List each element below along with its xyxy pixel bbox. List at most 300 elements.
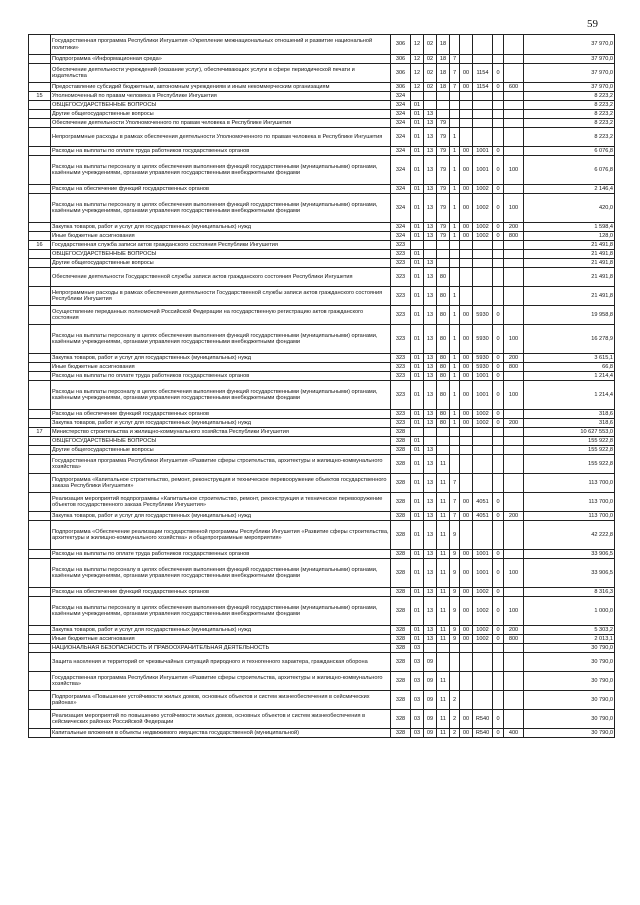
expense-name-cell: Защита населения и территорий от чрезвычайных ситуаций природного и техногенного характера, гражданская оборона (51, 653, 391, 672)
code-cell: 12 (411, 35, 424, 55)
code-cell (504, 521, 524, 550)
table-row (29, 119, 615, 128)
code-cell: 0 (493, 729, 504, 738)
code-cell: 13 (424, 550, 437, 559)
code-cell: 1002 (473, 635, 493, 644)
code-cell: 0 (493, 626, 504, 635)
code-cell: 9 (450, 588, 460, 597)
code-cell (450, 455, 460, 474)
code-cell: 13 (424, 259, 437, 268)
row-number-cell (29, 381, 51, 410)
code-cell: 13 (424, 474, 437, 493)
expense-name-cell: Иные бюджетные ассигнования (51, 363, 391, 372)
code-cell: 0 (493, 147, 504, 156)
code-cell: 01 (411, 521, 424, 550)
code-cell: 0 (493, 156, 504, 185)
code-cell: 11 (437, 512, 450, 521)
code-cell: 7 (450, 512, 460, 521)
code-cell: 13 (424, 419, 437, 428)
code-cell: 00 (460, 232, 473, 241)
amount-cell: 113 700,0 (524, 474, 615, 493)
code-cell: 79 (437, 147, 450, 156)
code-cell: 11 (437, 474, 450, 493)
row-number-cell (29, 268, 51, 287)
amount-cell: 33 906,5 (524, 559, 615, 588)
expense-name-cell: Расходы на обеспечение функций государственных органов (51, 410, 391, 419)
expense-name-cell: Государственная программа Республики Ингушетия «Развитие сферы строительства, архитектуры и жилищно-коммунального хозяйства» (51, 672, 391, 691)
amount-cell: 37 970,0 (524, 83, 615, 92)
table-row (29, 419, 615, 428)
code-cell (473, 110, 493, 119)
code-cell: 323 (391, 287, 411, 306)
table-row (29, 83, 615, 92)
code-cell: 11 (437, 729, 450, 738)
code-cell: 0 (493, 710, 504, 729)
code-cell: 800 (504, 363, 524, 372)
code-cell: 1001 (473, 550, 493, 559)
code-cell (504, 92, 524, 101)
row-number-cell (29, 419, 51, 428)
row-number-cell (29, 325, 51, 354)
code-cell: 1 (450, 381, 460, 410)
code-cell: 306 (391, 55, 411, 64)
code-cell (460, 241, 473, 250)
code-cell: 323 (391, 268, 411, 287)
row-number-cell (29, 474, 51, 493)
code-cell: 01 (411, 354, 424, 363)
row-number-cell (29, 512, 51, 521)
code-cell (460, 428, 473, 437)
expense-name-cell: Расходы на выплаты персоналу в целях обеспечения выполнения функций государственными (муниципальными) органами, казёнными учреждениями, органами управления государственными внебюджетными фондами (51, 559, 391, 588)
amount-cell: 1 214,4 (524, 381, 615, 410)
amount-cell: 8 223,2 (524, 92, 615, 101)
code-cell: 1 (450, 372, 460, 381)
code-cell: 80 (437, 268, 450, 287)
code-cell: 00 (460, 410, 473, 419)
code-cell (473, 521, 493, 550)
code-cell (493, 259, 504, 268)
code-cell (473, 691, 493, 710)
code-cell: 1 (450, 363, 460, 372)
code-cell: 2 (450, 710, 460, 729)
code-cell: 13 (424, 597, 437, 626)
code-cell: 13 (424, 232, 437, 241)
table-row (29, 363, 615, 372)
code-cell: 01 (411, 550, 424, 559)
code-cell: 00 (460, 588, 473, 597)
table-row (29, 325, 615, 354)
code-cell: 1001 (473, 156, 493, 185)
code-cell: 00 (460, 83, 473, 92)
code-cell: 13 (424, 128, 437, 147)
amount-cell: 1 598,4 (524, 223, 615, 232)
code-cell: 01 (411, 259, 424, 268)
code-cell: 328 (391, 644, 411, 653)
code-cell: 328 (391, 493, 411, 512)
code-cell: 100 (504, 559, 524, 588)
amount-cell: 30 790,0 (524, 729, 615, 738)
code-cell (473, 101, 493, 110)
code-cell (493, 128, 504, 147)
code-cell: 0 (493, 306, 504, 325)
expense-name-cell: Подпрограмма «Обеспечение реализации государственной программы Республики Ингушетия «Развитие сферы строительства, архитектуры и жилищно-коммунального хозяйства» и общепрограммные мероприятия» (51, 521, 391, 550)
code-cell: 13 (424, 147, 437, 156)
code-cell: 1154 (473, 64, 493, 83)
row-number-cell (29, 147, 51, 156)
code-cell: 323 (391, 381, 411, 410)
amount-cell: 1 214,4 (524, 372, 615, 381)
row-number-cell (29, 559, 51, 588)
code-cell: 01 (411, 446, 424, 455)
code-cell: 11 (437, 550, 450, 559)
code-cell (493, 691, 504, 710)
code-cell: 1002 (473, 232, 493, 241)
code-cell: 100 (504, 597, 524, 626)
code-cell: 13 (424, 306, 437, 325)
code-cell: 03 (411, 729, 424, 738)
code-cell (493, 119, 504, 128)
amount-cell: 113 700,0 (524, 512, 615, 521)
code-cell: 800 (504, 635, 524, 644)
budget-table (28, 34, 615, 738)
expense-name-cell: Подпрограмма «Капитальное строительство, ремонт, реконструкция и техническое перевооружение объектов государственного заказа Республики Ингушетия» (51, 474, 391, 493)
code-cell: 4051 (473, 493, 493, 512)
row-number-cell (29, 635, 51, 644)
code-cell: 324 (391, 232, 411, 241)
code-cell (504, 644, 524, 653)
code-cell (504, 147, 524, 156)
code-cell (460, 644, 473, 653)
expense-name-cell: Расходы на выплаты персоналу в целях обеспечения выполнения функций государственными (муниципальными) органами, казёнными учреждениями, органами управления государственными внебюджетными фондами (51, 597, 391, 626)
code-cell: 600 (504, 83, 524, 92)
row-number-cell (29, 644, 51, 653)
code-cell: 1001 (473, 372, 493, 381)
code-cell: 0 (493, 363, 504, 372)
row-number-cell (29, 691, 51, 710)
expense-name-cell: Обеспечение деятельности Уполномоченного по правам человека в Республике Ингушетия (51, 119, 391, 128)
amount-cell: 2 146,4 (524, 185, 615, 194)
code-cell: 324 (391, 92, 411, 101)
table-row (29, 672, 615, 691)
code-cell: 13 (424, 635, 437, 644)
expense-name-cell: Государственная программа Республики Ингушетия «Укрепление межнациональных отношений и развитие национальной политики» (51, 35, 391, 55)
table-row (29, 381, 615, 410)
row-number-cell (29, 35, 51, 55)
table-row (29, 35, 615, 55)
code-cell (450, 653, 460, 672)
row-number-cell (29, 232, 51, 241)
code-cell: 00 (460, 626, 473, 635)
expense-name-cell: Расходы на выплаты по оплате труда работников государственных органов (51, 372, 391, 381)
code-cell: 13 (424, 223, 437, 232)
code-cell: 00 (460, 194, 473, 223)
expense-name-cell: Иные бюджетные ассигнования (51, 635, 391, 644)
table-row (29, 512, 615, 521)
expense-name-cell: Уполномоченный по правам человека в Республике Ингушетия (51, 92, 391, 101)
code-cell: R540 (473, 729, 493, 738)
code-cell (460, 691, 473, 710)
budget-table-body (29, 35, 615, 738)
table-row (29, 691, 615, 710)
code-cell: 13 (424, 521, 437, 550)
code-cell: 11 (437, 588, 450, 597)
code-cell: 0 (493, 223, 504, 232)
code-cell: 01 (411, 455, 424, 474)
code-cell: 328 (391, 446, 411, 455)
code-cell (450, 428, 460, 437)
amount-cell: 16 278,9 (524, 325, 615, 354)
code-cell: 11 (437, 521, 450, 550)
page-number: 59 (587, 18, 598, 30)
amount-cell: 21 491,8 (524, 250, 615, 259)
code-cell (473, 672, 493, 691)
table-row (29, 185, 615, 194)
code-cell: 00 (460, 306, 473, 325)
code-cell: 5930 (473, 354, 493, 363)
code-cell: 323 (391, 250, 411, 259)
code-cell: 0 (493, 588, 504, 597)
code-cell: 01 (411, 287, 424, 306)
code-cell: 13 (424, 354, 437, 363)
code-cell (473, 653, 493, 672)
expense-name-cell: Министерство строительства и жилищно-коммунального хозяйства Республики Ингушетия (51, 428, 391, 437)
code-cell: 13 (424, 410, 437, 419)
code-cell: 4051 (473, 512, 493, 521)
amount-cell: 10 627 553,0 (524, 428, 615, 437)
code-cell: 1001 (473, 381, 493, 410)
code-cell: 02 (424, 64, 437, 83)
code-cell: 01 (411, 250, 424, 259)
row-number-cell (29, 354, 51, 363)
code-cell: 328 (391, 428, 411, 437)
amount-cell: 30 790,0 (524, 644, 615, 653)
expense-name-cell: Предоставление субсидий бюджетным, автономным учреждениям и иным некоммерческим организациям (51, 83, 391, 92)
row-number-cell (29, 363, 51, 372)
table-row (29, 597, 615, 626)
code-cell (473, 55, 493, 64)
code-cell: 03 (411, 710, 424, 729)
expense-name-cell: Непрограммные расходы в рамках обеспечения деятельности Уполномоченного по правам человека в Республике Ингушетия (51, 128, 391, 147)
amount-cell: 8 223,2 (524, 119, 615, 128)
code-cell: 200 (504, 512, 524, 521)
code-cell: 01 (411, 493, 424, 512)
code-cell (504, 64, 524, 83)
amount-cell: 21 491,8 (524, 268, 615, 287)
code-cell: 1 (450, 185, 460, 194)
code-cell: 01 (411, 101, 424, 110)
amount-cell: 37 970,0 (524, 55, 615, 64)
code-cell (473, 644, 493, 653)
code-cell (460, 101, 473, 110)
row-number-cell (29, 446, 51, 455)
row-number-cell (29, 710, 51, 729)
code-cell: 1 (450, 194, 460, 223)
code-cell: 1002 (473, 626, 493, 635)
code-cell: 00 (460, 597, 473, 626)
expense-name-cell: Другие общегосударственные вопросы (51, 446, 391, 455)
code-cell (460, 35, 473, 55)
code-cell: 18 (437, 35, 450, 55)
code-cell: 01 (411, 474, 424, 493)
code-cell: 7 (450, 493, 460, 512)
code-cell: 00 (460, 156, 473, 185)
code-cell: 13 (424, 372, 437, 381)
row-number-cell (29, 119, 51, 128)
code-cell (473, 268, 493, 287)
row-number-cell (29, 55, 51, 64)
code-cell: 0 (493, 325, 504, 354)
amount-cell: 128,0 (524, 232, 615, 241)
code-cell: 13 (424, 512, 437, 521)
code-cell (460, 259, 473, 268)
code-cell: 01 (411, 232, 424, 241)
code-cell: 1 (450, 287, 460, 306)
code-cell: 13 (424, 156, 437, 185)
code-cell (493, 92, 504, 101)
code-cell (504, 437, 524, 446)
table-row (29, 626, 615, 635)
amount-cell: 37 970,0 (524, 35, 615, 55)
code-cell (504, 410, 524, 419)
code-cell: 306 (391, 35, 411, 55)
code-cell: 01 (411, 194, 424, 223)
code-cell: 0 (493, 493, 504, 512)
code-cell (437, 241, 450, 250)
code-cell (460, 55, 473, 64)
code-cell: 306 (391, 83, 411, 92)
code-cell (460, 119, 473, 128)
code-cell (504, 474, 524, 493)
row-number-cell (29, 306, 51, 325)
code-cell (504, 428, 524, 437)
code-cell (504, 446, 524, 455)
amount-cell: 37 970,0 (524, 64, 615, 83)
code-cell: 328 (391, 455, 411, 474)
expense-name-cell: Обеспечение деятельности учреждений (оказание услуг), обеспечивающих услуги в сфере периодической печати и издательства (51, 64, 391, 83)
code-cell (473, 119, 493, 128)
row-number-cell (29, 653, 51, 672)
table-row (29, 493, 615, 512)
code-cell (493, 241, 504, 250)
code-cell: 324 (391, 128, 411, 147)
table-row (29, 635, 615, 644)
row-number-cell (29, 493, 51, 512)
code-cell: 5930 (473, 325, 493, 354)
code-cell: 79 (437, 128, 450, 147)
code-cell (504, 268, 524, 287)
table-row (29, 410, 615, 419)
table-row (29, 156, 615, 185)
table-row (29, 268, 615, 287)
code-cell (450, 92, 460, 101)
code-cell: 18 (437, 64, 450, 83)
code-cell: 01 (411, 512, 424, 521)
code-cell: 01 (411, 223, 424, 232)
table-row (29, 474, 615, 493)
table-row (29, 306, 615, 325)
code-cell (460, 474, 473, 493)
code-cell: 01 (411, 185, 424, 194)
table-row (29, 437, 615, 446)
code-cell: 00 (460, 493, 473, 512)
code-cell (504, 259, 524, 268)
code-cell (473, 428, 493, 437)
table-row (29, 101, 615, 110)
table-row (29, 287, 615, 306)
code-cell: 11 (437, 635, 450, 644)
code-cell: 1 (450, 147, 460, 156)
table-row (29, 259, 615, 268)
code-cell (460, 446, 473, 455)
code-cell: 79 (437, 232, 450, 241)
code-cell: 80 (437, 372, 450, 381)
row-number-cell (29, 672, 51, 691)
code-cell: 323 (391, 363, 411, 372)
code-cell: 13 (424, 110, 437, 119)
code-cell: 01 (411, 147, 424, 156)
code-cell: 0 (493, 512, 504, 521)
code-cell: 01 (411, 559, 424, 588)
expense-name-cell: Другие общегосударственные вопросы (51, 110, 391, 119)
code-cell (450, 110, 460, 119)
table-row (29, 92, 615, 101)
code-cell: 9 (450, 597, 460, 626)
expense-name-cell: Расходы на обеспечение функций государственных органов (51, 588, 391, 597)
code-cell (460, 92, 473, 101)
code-cell: 80 (437, 306, 450, 325)
code-cell: 324 (391, 147, 411, 156)
code-cell (473, 128, 493, 147)
code-cell: 328 (391, 691, 411, 710)
code-cell: 01 (411, 410, 424, 419)
code-cell (504, 55, 524, 64)
amount-cell: 21 491,8 (524, 287, 615, 306)
code-cell: 01 (411, 110, 424, 119)
code-cell (473, 250, 493, 259)
row-number-cell (29, 128, 51, 147)
amount-cell: 155 922,8 (524, 455, 615, 474)
code-cell (504, 550, 524, 559)
code-cell: 02 (424, 35, 437, 55)
code-cell: 324 (391, 194, 411, 223)
code-cell: 00 (460, 381, 473, 410)
code-cell (450, 35, 460, 55)
code-cell: 13 (424, 381, 437, 410)
expense-name-cell: Закупка товаров, работ и услуг для государственных (муниципальных) нужд (51, 223, 391, 232)
code-cell (460, 521, 473, 550)
code-cell: 03 (411, 644, 424, 653)
code-cell (504, 710, 524, 729)
code-cell: 328 (391, 474, 411, 493)
code-cell (411, 428, 424, 437)
code-cell: 324 (391, 101, 411, 110)
amount-cell: 8 316,3 (524, 588, 615, 597)
code-cell: 00 (460, 559, 473, 588)
code-cell: 03 (411, 691, 424, 710)
code-cell: 80 (437, 410, 450, 419)
amount-cell: 42 222,8 (524, 521, 615, 550)
code-cell (460, 437, 473, 446)
row-number-cell (29, 597, 51, 626)
code-cell: 1 (450, 354, 460, 363)
code-cell: 328 (391, 626, 411, 635)
code-cell: 01 (411, 128, 424, 147)
code-cell (437, 428, 450, 437)
code-cell: 1002 (473, 194, 493, 223)
code-cell (411, 241, 424, 250)
row-number-cell (29, 410, 51, 419)
code-cell (493, 101, 504, 110)
